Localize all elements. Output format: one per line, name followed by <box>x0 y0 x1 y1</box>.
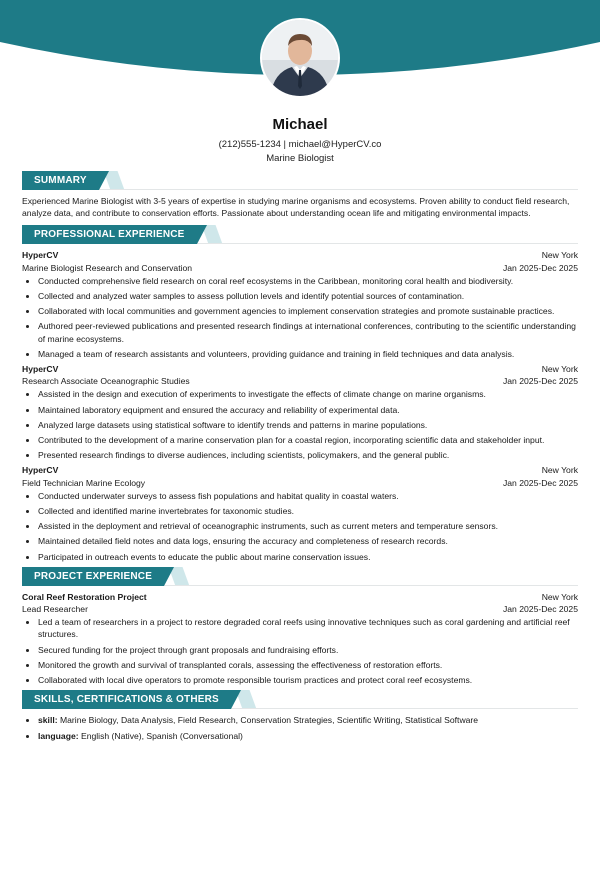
summary-section <box>22 171 578 219</box>
section-header <box>22 171 578 190</box>
job-title: Marine Biologist <box>266 153 334 164</box>
experience-entry <box>22 464 578 562</box>
position: Research Associate Oceanographic Studies <box>22 376 190 387</box>
bullet-item: • Conducted underwater surveys to assess fish populations and habitat quality in coastal waters. <box>38 490 578 502</box>
skills-list <box>22 714 578 741</box>
bullet-item: • Maintained detailed field notes and data logs, ensuring the accuracy and completeness of research records. <box>38 535 578 547</box>
contact-info: (212)555-1234 | michael@HyperCV.co <box>218 139 382 150</box>
bullet-item: • Conducted comprehensive field research on coral reef ecosystems in the Caribbean, monitoring coral health and biodiversity. <box>38 275 578 287</box>
section-title: PROJECT EXPERIENCE <box>22 567 164 586</box>
profile-photo <box>262 20 338 96</box>
bullet-item: • Participated in outreach events to educate the public about marine conservation issues. <box>38 551 578 563</box>
dates: Jan 2025-Dec 2025 <box>502 376 578 387</box>
bullet-item: • Assisted in the design and execution of experiments to investigate the effects of climate change on marine organisms. <box>38 388 578 400</box>
section-header <box>22 690 578 709</box>
bullet-list <box>22 490 578 563</box>
experience-entry <box>22 363 578 461</box>
language-value: English (Native), Spanish (Conversational) <box>80 730 243 741</box>
bullet-item: • Assisted in the deployment and retrieval of oceanographic instruments, such as current meters and temperature sensors. <box>38 520 578 532</box>
project-role: Lead Researcher <box>22 604 88 615</box>
bullet-item: • Led a team of researchers in a project to restore degraded coral reefs using innovative techniques such as coral gardening and artificial reef structures. <box>38 616 578 640</box>
bullet-item: • Collaborated with local communities and government agencies to implement conservation strategies and promote sustainable practices. <box>38 305 578 317</box>
location: New York <box>541 364 578 375</box>
bullet-item: • Collected and identified marine invertebrates for taxonomic studies. <box>38 505 578 517</box>
candidate-name: Michael <box>272 116 328 133</box>
company: HyperCV <box>22 364 59 375</box>
bullet-item: • Analyzed large datasets using statistical software to identify trends and patterns in marine populations. <box>38 419 578 431</box>
experience-section <box>22 225 578 562</box>
bullet-item: • Authored peer-reviewed publications and presented research findings at international conferences, contributing to the scientific understanding of marine ecosystems. <box>38 320 578 344</box>
location: New York <box>541 591 578 602</box>
section-title: PROFESSIONAL EXPERIENCE <box>22 225 197 244</box>
bullet-item: • Managed a team of research assistants and volunteers, providing guidance and training in field techniques and data analysis. <box>38 348 578 360</box>
bullet-list <box>22 275 578 360</box>
skills-section <box>22 690 578 741</box>
bullet-item: • Secured funding for the project through grant proposals and fundraising efforts. <box>38 644 578 656</box>
summary-text: Experienced Marine Biologist with 3-5 years of expertise in studying marine organisms and ecosystems. Proven ability to conduct field research, analyze data, and contribute to conservation efforts. Passionate about understanding ocean life and mitigating environmental impacts. <box>22 196 570 219</box>
project-section <box>22 567 578 686</box>
section-header <box>22 225 578 244</box>
dates: Jan 2025-Dec 2025 <box>502 477 578 488</box>
position: Field Technician Marine Ecology <box>22 477 146 488</box>
skill-value: Marine Biology, Data Analysis, Field Research, Conservation Strategies, Scientific Writing, Statistical Software <box>59 715 479 726</box>
section-header <box>22 567 578 586</box>
section-title: SUMMARY <box>22 171 99 190</box>
bullet-item: • Presented research findings to diverse audiences, including scientists, policymakers, and the general public. <box>38 449 578 461</box>
dates: Jan 2025-Dec 2025 <box>502 262 578 273</box>
bullet-item: • Maintained laboratory equipment and ensured the accuracy and reliability of experimental data. <box>38 404 578 416</box>
avatar <box>262 20 338 96</box>
language-label: language: <box>38 730 79 741</box>
language-item <box>38 730 578 742</box>
company: HyperCV <box>22 465 59 476</box>
project-entry <box>22 591 578 686</box>
resume-body <box>22 171 578 746</box>
bullet-list <box>22 616 578 686</box>
bullet-item: • Contributed to the development of a marine conservation plan for a coastal region, incorporating scientific data and stakeholder input. <box>38 434 578 446</box>
experience-entry <box>22 249 578 360</box>
location: New York <box>541 465 578 476</box>
section-title: SKILLS, CERTIFICATIONS & OTHERS <box>22 690 231 709</box>
skill-item <box>38 714 578 726</box>
bullet-item: • Collected and analyzed water samples to assess pollution levels and identify potential sources of contamination. <box>38 290 578 302</box>
skill-label: skill: <box>38 715 58 726</box>
bullet-item: • Monitored the growth and survival of transplanted corals, assessing the effectiveness of restoration efforts. <box>38 659 578 671</box>
bullet-list <box>22 388 578 461</box>
position: Marine Biologist Research and Conservation <box>22 262 193 273</box>
dates: Jan 2025-Dec 2025 <box>502 604 578 615</box>
project-name: Coral Reef Restoration Project <box>22 591 147 602</box>
bullet-item: • Collaborated with local dive operators to promote responsible tourism practices and protect coral reef ecosystems. <box>38 674 578 686</box>
location: New York <box>541 250 578 261</box>
company: HyperCV <box>22 250 59 261</box>
